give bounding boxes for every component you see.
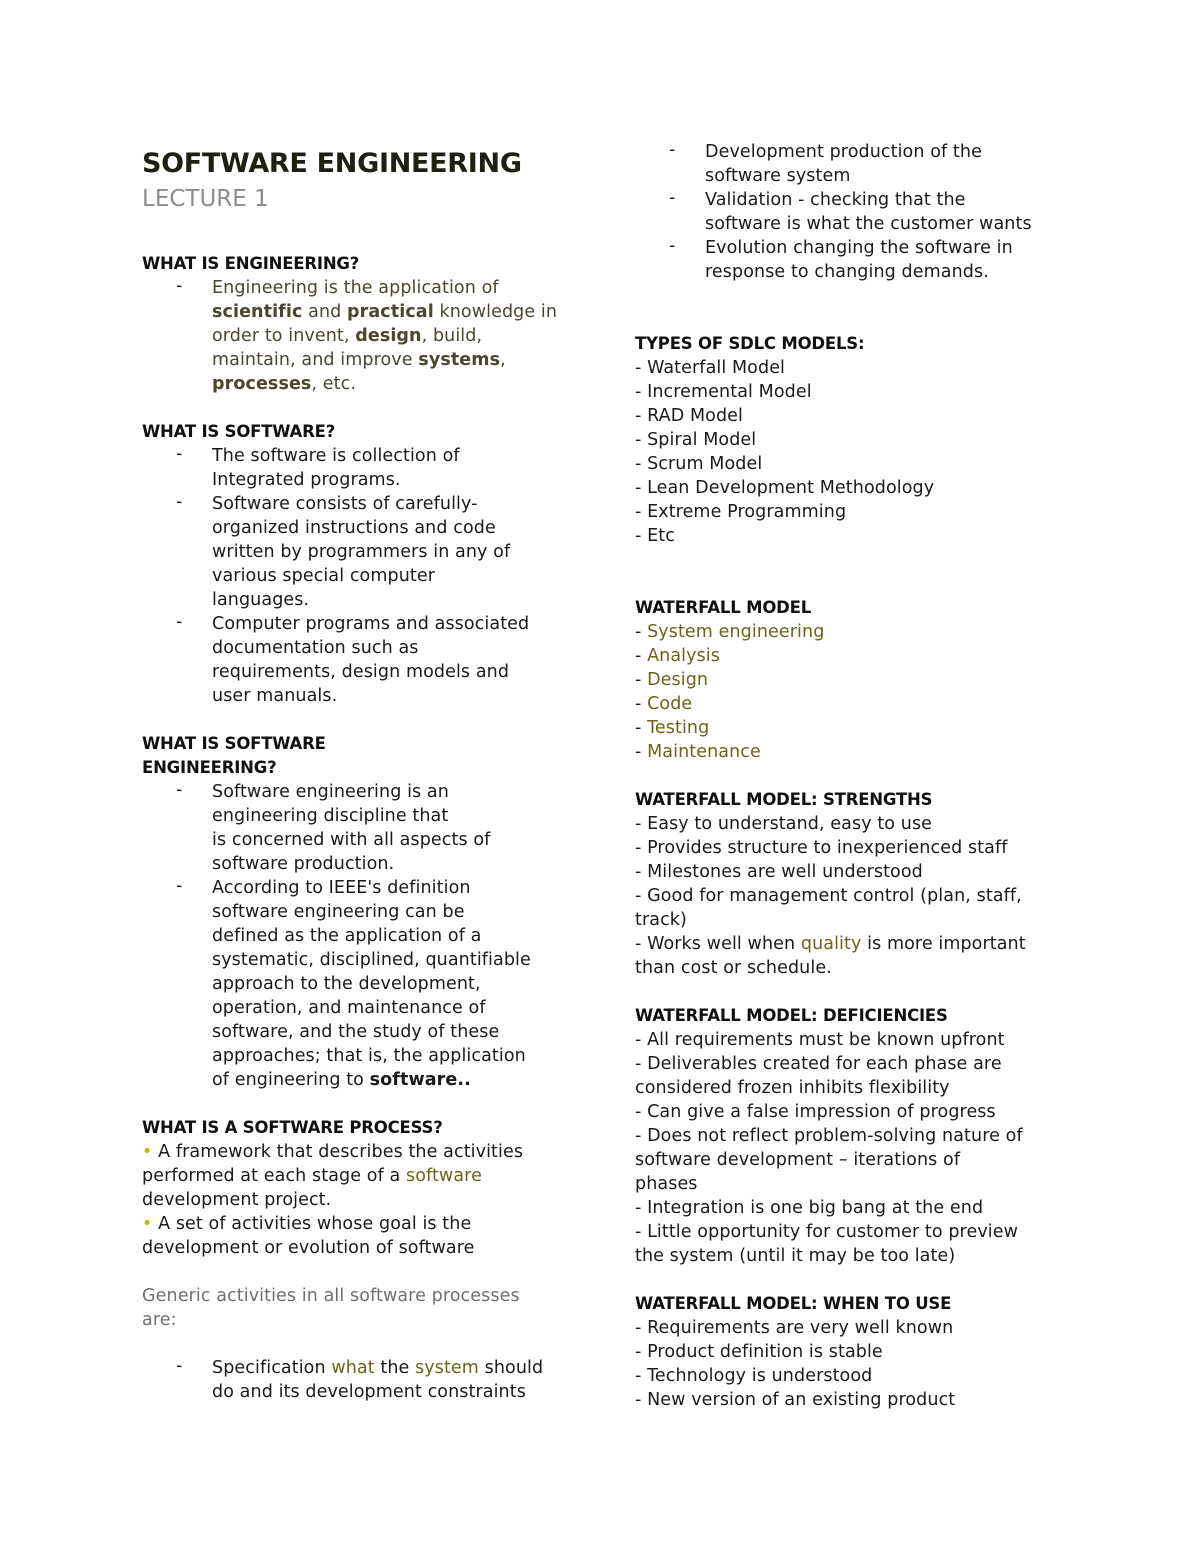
text-fragment: , etc.	[311, 374, 356, 394]
phase-label: Analysis	[647, 646, 720, 666]
dash-bullet: -	[176, 780, 183, 800]
list-item: - RAD Model	[635, 404, 1065, 428]
text-line: user manuals.	[212, 686, 338, 706]
list-item: - Extreme Programming	[635, 500, 1065, 524]
text-line: - Easy to understand, easy to use	[635, 814, 933, 834]
highlight-term: system	[415, 1358, 479, 1378]
list-item: - Lean Development Methodology	[635, 476, 1065, 500]
dash-bullet: -	[635, 670, 648, 690]
text-line	[212, 372, 582, 396]
text-line: requirements, design models and	[212, 662, 510, 682]
spacer	[635, 284, 1065, 332]
list-item	[635, 740, 1065, 764]
text-line: - Deliverables created for each phase are	[635, 1054, 1002, 1074]
list-item	[635, 644, 1065, 668]
spacer	[635, 1268, 1065, 1292]
text-line: Integrated programs.	[212, 470, 401, 490]
text-line: Evolution changing the software in	[705, 238, 1013, 258]
text-line: the system (until it may be too late)	[635, 1246, 956, 1266]
phase-label: Maintenance	[647, 742, 761, 762]
text-line: software, and the study of these	[212, 1022, 500, 1042]
section-heading-waterfall: WATERFALL MODEL	[635, 598, 812, 617]
list-item	[142, 492, 582, 612]
text-line: - Good for management control (plan, staff,	[635, 886, 1022, 906]
dash-bullet: -	[176, 612, 183, 632]
text-line: - Does not reflect problem-solving nature of	[635, 1126, 1023, 1146]
section-heading-software-process: WHAT IS A SOFTWARE PROCESS?	[142, 1118, 443, 1137]
dash-bullet: -	[176, 1356, 183, 1376]
bold-term: scientific	[212, 302, 303, 322]
text-line: defined as the application of a	[212, 926, 482, 946]
spacer	[635, 548, 1065, 596]
text-fragment: maintain, and improve	[212, 350, 419, 370]
text-fragment: ,	[500, 350, 506, 370]
text-line: - Can give a false impression of progress	[635, 1102, 996, 1122]
text-line	[212, 1068, 582, 1092]
text-line: Software consists of carefully-	[212, 494, 478, 514]
text-line	[142, 1164, 582, 1188]
text-line	[635, 932, 1065, 956]
dash-bullet: -	[176, 492, 183, 512]
text-line: - Milestones are well understood	[635, 862, 923, 882]
text-line: - Technology is understood	[635, 1366, 873, 1386]
bullet-icon: •	[142, 1142, 153, 1162]
spacer	[142, 708, 582, 732]
highlight-term: quality	[800, 934, 862, 954]
dash-bullet: -	[669, 140, 676, 160]
spacer	[635, 764, 1065, 788]
section-heading-deficiencies: WATERFALL MODEL: DEFICIENCIES	[635, 1006, 948, 1025]
text-line: - All requirements must be known upfront	[635, 1030, 1005, 1050]
text-line: Software engineering is an	[212, 782, 449, 802]
spacer	[142, 1092, 582, 1116]
text-line: considered frozen inhibits flexibility	[635, 1078, 950, 1098]
text-fragment: - Works well when	[635, 934, 801, 954]
text-line	[212, 300, 582, 324]
text-line: approach to the development,	[212, 974, 481, 994]
list-item	[142, 1356, 582, 1404]
dash-bullet: -	[635, 622, 648, 642]
dash-bullet: -	[176, 876, 183, 896]
highlight-term: what	[331, 1358, 375, 1378]
section-heading-software-engineering: WHAT IS SOFTWARE	[142, 734, 326, 753]
bold-term: software..	[369, 1070, 471, 1090]
bold-term: processes	[212, 374, 312, 394]
text-fragment: performed at each stage of a	[142, 1166, 406, 1186]
bullet-icon: •	[142, 1214, 153, 1234]
text-line: software engineering can be	[212, 902, 465, 922]
list-item	[635, 668, 1065, 692]
text-line: track)	[635, 910, 687, 930]
dash-bullet: -	[635, 646, 648, 666]
list-item: - Etc	[635, 524, 1065, 548]
dash-bullet: -	[176, 276, 183, 296]
dash-bullet: -	[669, 236, 676, 256]
text-line: development project.	[142, 1190, 332, 1210]
dash-bullet: -	[635, 742, 648, 762]
right-column	[635, 140, 1065, 1412]
text-line: The software is collection of	[212, 446, 460, 466]
list-item: - Waterfall Model	[635, 356, 1065, 380]
text-line: systematic, disciplined, quantifiable	[212, 950, 531, 970]
document-subtitle: LECTURE 1	[142, 186, 269, 212]
list-item	[635, 620, 1065, 644]
dash-bullet: -	[635, 694, 648, 714]
list-item	[635, 140, 1065, 188]
spacer	[142, 1332, 582, 1356]
text-line: software system	[705, 166, 851, 186]
list-item: - Scrum Model	[635, 452, 1065, 476]
section-heading-software-engineering-cont: ENGINEERING?	[142, 758, 277, 777]
text-line: is concerned with all aspects of	[212, 830, 491, 850]
text-fragment: , build,	[421, 326, 483, 346]
left-column	[142, 140, 582, 1404]
text-fragment: Specification	[212, 1358, 332, 1378]
text-line: response to changing demands.	[705, 262, 989, 282]
text-line: do and its development constraints	[212, 1382, 526, 1402]
text-line: - Provides structure to inexperienced staff	[635, 838, 1008, 858]
text-line: Generic activities in all software processes	[142, 1286, 520, 1306]
section-heading-strengths: WATERFALL MODEL: STRENGTHS	[635, 790, 933, 809]
list-item	[142, 444, 582, 492]
highlight-term: software	[405, 1166, 482, 1186]
list-item	[635, 716, 1065, 740]
bold-term: design	[355, 326, 422, 346]
section-heading-when-to-use: WATERFALL MODEL: WHEN TO USE	[635, 1294, 952, 1313]
text-fragment: A set of activities whose goal is the	[152, 1214, 472, 1234]
list-item	[142, 612, 582, 708]
section-heading-sdlc-types: TYPES OF SDLC MODELS:	[635, 334, 865, 353]
text-line: various special computer	[212, 566, 436, 586]
document-title: SOFTWARE ENGINEERING	[142, 148, 522, 179]
spacer	[142, 1260, 582, 1284]
text-line: Engineering is the application of	[212, 278, 499, 298]
text-line: operation, and maintenance of	[212, 998, 486, 1018]
text-line: Development production of the	[705, 142, 982, 162]
text-line: engineering discipline that	[212, 806, 449, 826]
text-line: - Little opportunity for customer to preview	[635, 1222, 1019, 1242]
text-line: Validation - checking that the	[705, 190, 966, 210]
text-line: languages.	[212, 590, 310, 610]
text-line: organized instructions and code	[212, 518, 496, 538]
text-line: - Integration is one big bang at the end	[635, 1198, 984, 1218]
text-line	[142, 1212, 582, 1236]
text-line: written by programmers in any of	[212, 542, 511, 562]
text-line: than cost or schedule.	[635, 958, 832, 978]
text-line: phases	[635, 1174, 698, 1194]
phase-label: Code	[647, 694, 693, 714]
bold-term: practical	[347, 302, 434, 322]
dash-bullet: -	[176, 444, 183, 464]
text-fragment: is more important	[861, 934, 1026, 954]
text-line	[212, 348, 582, 372]
text-line: documentation such as	[212, 638, 419, 658]
phase-label: Design	[647, 670, 709, 690]
bold-term: systems	[418, 350, 501, 370]
text-line: - New version of an existing product	[635, 1390, 956, 1410]
list-item: - Spiral Model	[635, 428, 1065, 452]
list-item	[142, 876, 582, 1092]
text-line: approaches; that is, the application	[212, 1046, 526, 1066]
list-item	[635, 692, 1065, 716]
text-fragment: order to invent,	[212, 326, 356, 346]
section-heading-engineering: WHAT IS ENGINEERING?	[142, 254, 360, 273]
phase-label: System engineering	[647, 622, 825, 642]
text-fragment: knowledge in	[433, 302, 558, 322]
text-line: software is what the customer wants	[705, 214, 1032, 234]
list-item: - Incremental Model	[635, 380, 1065, 404]
list-item	[635, 236, 1065, 284]
text-fragment: the	[374, 1358, 416, 1378]
text-line	[212, 324, 582, 348]
text-line: - Product definition is stable	[635, 1342, 883, 1362]
text-line: are:	[142, 1310, 177, 1330]
list-item	[142, 276, 582, 396]
text-line: software production.	[212, 854, 395, 874]
text-line: development or evolution of software	[142, 1238, 475, 1258]
text-line	[212, 1356, 582, 1380]
text-fragment: should	[478, 1358, 544, 1378]
text-line: According to IEEE's definition	[212, 878, 471, 898]
phase-label: Testing	[647, 718, 710, 738]
dash-bullet: -	[669, 188, 676, 208]
text-fragment: and	[302, 302, 348, 322]
text-line: Computer programs and associated	[212, 614, 530, 634]
spacer	[635, 980, 1065, 1004]
list-item	[142, 780, 582, 876]
section-heading-software: WHAT IS SOFTWARE?	[142, 422, 336, 441]
spacer	[142, 396, 582, 420]
dash-bullet: -	[635, 718, 648, 738]
text-line	[142, 1140, 582, 1164]
text-line: software development – iterations of	[635, 1150, 961, 1170]
list-item	[635, 188, 1065, 236]
text-fragment: of engineering to	[212, 1070, 370, 1090]
text-fragment: A framework that describes the activities	[152, 1142, 524, 1162]
text-line: - Requirements are very well known	[635, 1318, 954, 1338]
